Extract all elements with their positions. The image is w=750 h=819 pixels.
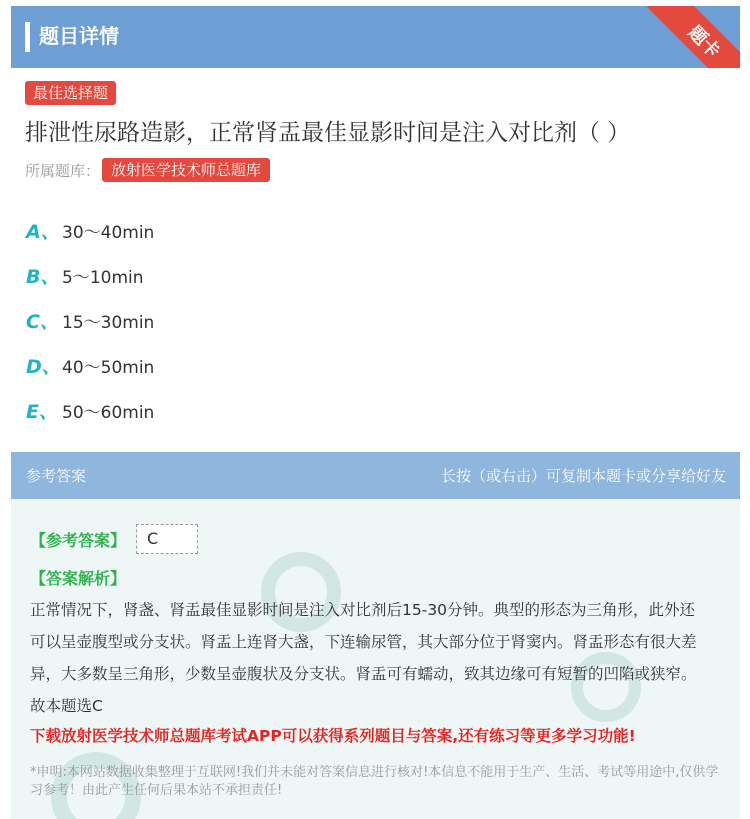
source-label: 所属题库： <box>25 161 101 180</box>
option-letter: E、 <box>26 401 58 423</box>
corner-ribbon <box>640 6 740 68</box>
reference-answer <box>30 524 198 554</box>
page-header <box>11 6 740 68</box>
question-text: 排泄性尿路造影，正常肾盂最佳显影时间是注入对比剂（ ） <box>25 120 631 146</box>
option-text: 15～30min <box>62 313 155 333</box>
share-hint: 长按（或右击）可复制本题卡或分享给好友 <box>440 467 726 485</box>
option-letter: A、 <box>26 221 60 243</box>
option-letter: D、 <box>26 356 61 378</box>
option-text: 50～60min <box>62 403 155 423</box>
question-stem <box>25 76 725 152</box>
source-badge[interactable]: 放射医学技术师总题库 <box>102 158 270 182</box>
download-app-promo[interactable]: 下载放射医学技术师总题库考试APP可以获得系列题目与答案,还有练习等更多学习功能! <box>30 727 636 745</box>
option-text: 40～50min <box>62 358 155 378</box>
option-text: 30～40min <box>62 223 155 243</box>
option-b[interactable] <box>26 253 154 298</box>
option-a[interactable] <box>26 208 154 253</box>
answer-header-title: 参考答案 <box>26 467 87 485</box>
option-letter: C、 <box>26 311 59 333</box>
option-letter: B、 <box>26 266 60 288</box>
header-accent-bar <box>25 22 30 52</box>
page-title: 题目详情 <box>39 24 119 48</box>
reference-answer-label: 【参考答案】 <box>30 530 127 550</box>
answer-card[interactable] <box>11 452 740 819</box>
disclaimer: *申明:本网站数据收集整理于互联网!我们并未能对答案信息进行核对!本信息不能用于生产、生活、考试等用途中,仅供学习参考！由此产生任何后果本站不承担责任! <box>30 765 719 798</box>
options-list <box>26 208 154 433</box>
question-type-badge: 最佳选择题 <box>25 81 116 105</box>
analysis-label: 【答案解析】 <box>30 569 127 588</box>
option-e[interactable] <box>26 388 154 433</box>
question-source <box>25 158 270 182</box>
option-text: 5～10min <box>62 268 144 288</box>
corner-ribbon-label: 题卡 <box>647 6 740 68</box>
option-d[interactable] <box>26 343 154 388</box>
reference-answer-value: C <box>136 524 198 554</box>
answer-header <box>11 452 740 499</box>
analysis-text: 正常情况下，肾盏、肾盂最佳显影时间是注入对比剂后15-30分钟。典型的形态为三角形，此外还可以呈壶腹型或分支状。肾盂上连肾大盏，下连输尿管，其大部分位于肾窦内。肾盂形态有很大差异，大多数呈三角形，少数呈壶腹状及分支状。肾盂可有蠕动，致其边缘可有短暂的凹陷或狭窄。故本题选C <box>30 601 697 715</box>
option-c[interactable] <box>26 298 154 343</box>
